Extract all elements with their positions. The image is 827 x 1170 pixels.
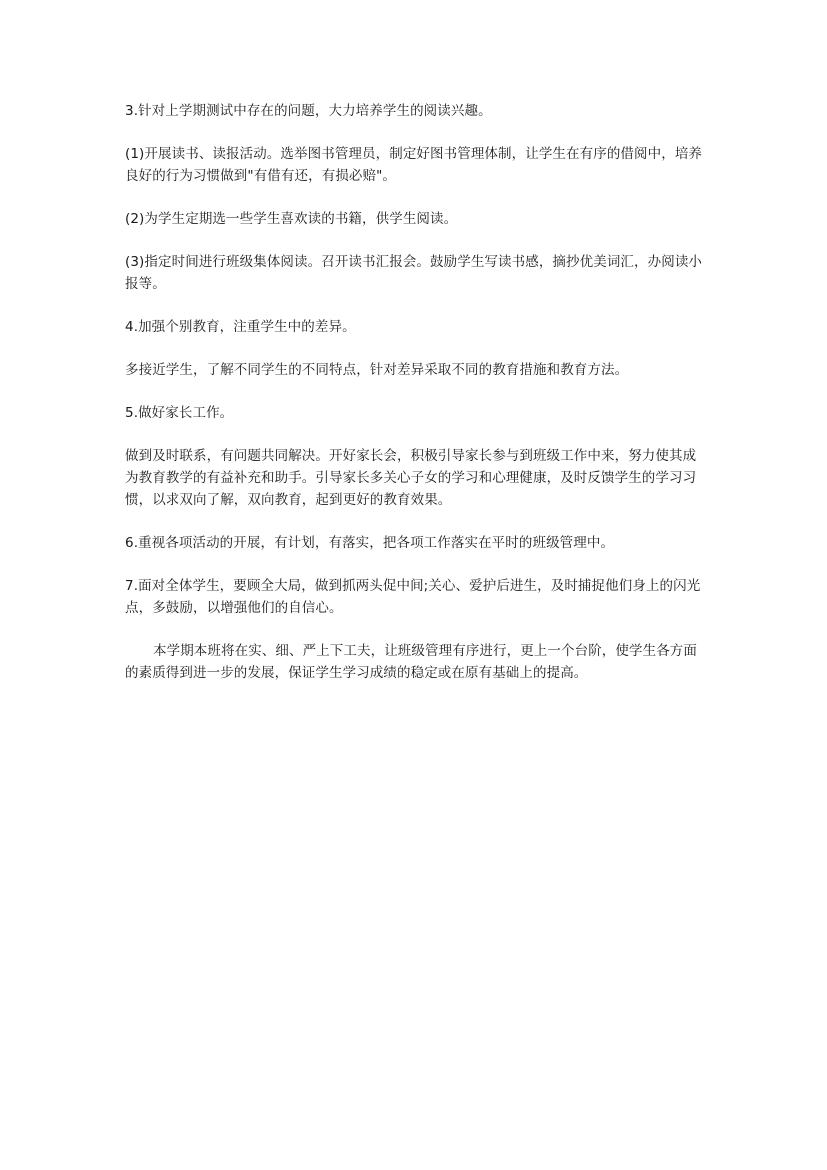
paragraph-item-5: 5.做好家长工作。	[125, 405, 234, 421]
paragraph-item-3-1: (1)开展读书、读报活动。选举图书管理员，制定好图书管理体制，让学生在有序的借阅中，培养良好的行为习惯做到"有借有还，有损必赔"。	[125, 146, 703, 184]
paragraph-item-3-2: (2)为学生定期选一些学生喜欢读的书籍，供学生阅读。	[125, 211, 458, 227]
paragraph-item-6: 6.重视各项活动的开展，有计划，有落实，把各项工作落实在平时的班级管理中。	[125, 535, 615, 551]
paragraph-item-5-body: 做到及时联系，有问题共同解决。开好家长会，积极引导家长参与到班级工作中来，努力使其成为教育教学的有益补充和助手。引导家长多关心子女的学习和心理健康，及时反馈学生的学习习惯，以求双向了解，双向教育，起到更好的教育效果。	[125, 448, 697, 508]
document-body	[125, 100, 705, 705]
summary-paragraph: 本学期本班将在实、细、严上下工夫，让班级管理有序进行，更上一个台阶，使学生各方面的素质得到进一步的发展，保证学生学习成绩的稳定或在原有基础上的提高。	[125, 643, 697, 681]
paragraph-item-4: 4.加强个别教育，注重学生中的差异。	[125, 319, 356, 335]
paragraph-item-3: 3.针对上学期测试中存在的问题，大力培养学生的阅读兴趣。	[125, 103, 492, 119]
paragraph-item-7: 7.面对全体学生，要顾全大局，做到抓两头促中间;关心、爱护后进生，及时捕捉他们身上的闪光点，多鼓励，以增强他们的自信心。	[125, 578, 701, 616]
paragraph-item-3-3: (3)指定时间进行班级集体阅读。召开读书汇报会。鼓励学生写读书感，摘抄优美词汇，办阅读小报等。	[125, 254, 703, 292]
paragraph-item-4-body: 多接近学生，了解不同学生的不同特点，针对差异采取不同的教育措施和教育方法。	[125, 362, 629, 378]
